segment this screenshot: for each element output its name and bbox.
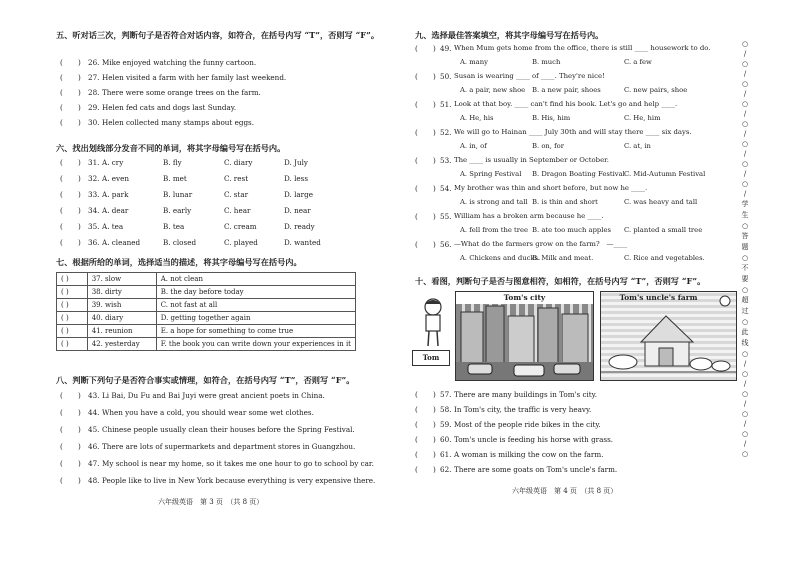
section-5-heading: 五、听对话三次，判断句子是否符合对话内容，如符合，在括号内写 “T”，否则写 “F”。 [56, 30, 380, 40]
binding-char: 学 [741, 200, 749, 208]
answer-paren-close: ) [78, 58, 81, 67]
table-cell-word: 37. slow [87, 273, 156, 286]
item-number: 58. [440, 405, 452, 414]
answer-paren-open: ( [60, 425, 63, 434]
answer-paren-open: ( [60, 206, 63, 215]
option: A. cleaned [102, 238, 141, 247]
item-text: My school is near my home, so it takes me one hour to go to school by car. [102, 459, 374, 468]
answer-paren-open: ( [60, 88, 63, 97]
option: D. ready [284, 222, 315, 231]
option: B. met [163, 174, 187, 183]
item-text: Mike enjoyed watching the funny cartoon. [102, 58, 257, 67]
item-number: 61. [440, 450, 452, 459]
item-text: Tom's uncle is feeding his horse with grass. [454, 435, 614, 444]
item-number: 50. [440, 72, 452, 81]
binding-slash-icon: / [743, 50, 747, 58]
item-number: 45. [88, 425, 100, 434]
question-text: Susan is wearing ____ of ____. They're nice! [454, 72, 605, 80]
item-number: 60. [440, 435, 452, 444]
binding-circle-icon: ○ [741, 350, 749, 358]
answer-paren-close: ) [433, 465, 436, 474]
answer-paren-open: ( [60, 391, 63, 400]
option: B. is thin and short [532, 198, 598, 206]
answer-paren-open: ( [60, 103, 63, 112]
item-number: 27. [88, 73, 100, 82]
answer-paren-close: ) [433, 184, 436, 193]
answer-paren-close: ) [78, 174, 81, 183]
option: B. ate too much apples [532, 226, 611, 234]
answer-paren-close: ) [433, 156, 436, 165]
answer-paren-close: ) [78, 391, 81, 400]
table-cell-paren: ( ) [57, 299, 88, 312]
binding-slash-icon: / [743, 440, 747, 448]
question-text: William has a broken arm because he ____. [454, 212, 604, 220]
city-scene-icon [456, 292, 593, 380]
answer-paren-open: ( [415, 465, 418, 474]
table-cell-paren: ( ) [57, 338, 88, 351]
option: B. fly [163, 158, 182, 167]
answer-paren-open: ( [60, 238, 63, 247]
item-number: 47. [88, 459, 100, 468]
option: B. much [532, 58, 561, 66]
item-number: 53. [440, 156, 452, 165]
table-cell-word: 40. diary [87, 312, 156, 325]
option: B. Milk and meat. [532, 254, 594, 262]
binding-circle-icon: ○ [741, 60, 749, 68]
option: B. closed [163, 238, 197, 247]
item-number: 34. [88, 206, 100, 215]
item-number: 44. [88, 408, 100, 417]
item-number: 46. [88, 442, 100, 451]
answer-paren-open: ( [415, 212, 418, 221]
option: C. He, him [624, 114, 661, 122]
table-cell-paren: ( ) [57, 312, 88, 325]
option: C. star [224, 190, 249, 199]
answer-paren-close: ) [78, 408, 81, 417]
binding-circle-icon: ○ [741, 390, 749, 398]
item-number: 52. [440, 128, 452, 137]
binding-char: 答 [741, 232, 749, 240]
answer-paren-close: ) [78, 206, 81, 215]
option: C. Rice and vegetables. [624, 254, 705, 262]
answer-paren-close: ) [78, 118, 81, 127]
option: A. Chickens and ducks. [460, 254, 541, 262]
item-number: 59. [440, 420, 452, 429]
answer-paren-close: ) [78, 476, 81, 485]
option: C. was heavy and tall [624, 198, 698, 206]
item-text: A woman is milking the cow on the farm. [454, 450, 604, 459]
answer-paren-close: ) [78, 190, 81, 199]
option: A. park [102, 190, 129, 199]
binding-char: 生 [741, 211, 749, 219]
section-6-heading: 六、找出划线部分发音不同的单词，将其字母编号写在括号内。 [56, 143, 286, 153]
matching-table [56, 272, 356, 351]
table-cell-word: 39. wish [87, 299, 156, 312]
item-number: 36. [88, 238, 100, 247]
binding-char: 过 [741, 307, 749, 315]
section-7-heading: 七、根据所给的单词，选择适当的描述，将其字母编号写在括号内。 [56, 257, 302, 267]
right-page [400, 0, 730, 561]
binding-circle-icon: ○ [741, 254, 749, 262]
option: C. new pairs, shoe [624, 86, 688, 94]
item-number: 33. [88, 190, 100, 199]
table-row [57, 312, 356, 325]
binding-slash-icon: / [743, 130, 747, 138]
answer-paren-open: ( [415, 390, 418, 399]
item-text: There are many buildings in Tom's city. [454, 390, 598, 399]
boy-icon [415, 296, 451, 356]
answer-paren-open: ( [60, 73, 63, 82]
table-cell-word: 42. yesterday [87, 338, 156, 351]
city-picture [455, 291, 594, 381]
binding-circle-icon: ○ [741, 160, 749, 168]
option: B. Dragon Boating Festival [532, 170, 625, 178]
item-number: 49. [440, 44, 452, 53]
table-cell-desc: C. not fast at all [156, 299, 355, 312]
farm-scene-icon [601, 292, 736, 380]
answer-paren-open: ( [415, 240, 418, 249]
answer-paren-close: ) [433, 212, 436, 221]
binding-circle-icon: ○ [741, 370, 749, 378]
item-number: 51. [440, 100, 452, 109]
tom-label: Tom [422, 353, 440, 362]
binding-slash-icon: / [743, 360, 747, 368]
binding-circle-icon: ○ [741, 286, 749, 294]
answer-paren-open: ( [60, 174, 63, 183]
option: D. near [284, 206, 311, 215]
table-row [57, 286, 356, 299]
question-text: The ____ is usually in September or October. [454, 156, 609, 164]
item-number: 35. [88, 222, 100, 231]
binding-slash-icon: / [743, 70, 747, 78]
item-number: 55. [440, 212, 452, 221]
binding-slash-icon: / [743, 110, 747, 118]
answer-paren-open: ( [415, 72, 418, 81]
item-number: 31. [88, 158, 100, 167]
binding-char: 此 [741, 328, 749, 336]
city-label-text: Tom's city [503, 293, 546, 302]
item-number: 57. [440, 390, 452, 399]
answer-paren-close: ) [433, 100, 436, 109]
answer-paren-close: ) [78, 425, 81, 434]
answer-paren-close: ) [433, 450, 436, 459]
answer-paren-close: ) [78, 238, 81, 247]
table-row [57, 299, 356, 312]
binding-margin [731, 40, 759, 520]
binding-slash-icon: / [743, 170, 747, 178]
option: C. diary [224, 158, 253, 167]
item-number: 29. [88, 103, 100, 112]
question-text: When Mum gets home from the office, there is still ____ housework to do. [454, 44, 711, 52]
answer-paren-close: ) [433, 420, 436, 429]
option: D. wanted [284, 238, 321, 247]
item-text: In Tom's city, the traffic is very heavy. [454, 405, 592, 414]
binding-slash-icon: / [743, 420, 747, 428]
answer-paren-open: ( [60, 222, 63, 231]
binding-slash-icon: / [743, 90, 747, 98]
farm-picture [600, 291, 737, 381]
binding-circle-icon: ○ [741, 120, 749, 128]
option: C. planted a small tree [624, 226, 703, 234]
question-text: Look at that boy. ____ can't find his book. Let's go and help ____. [454, 100, 678, 108]
item-number: 62. [440, 465, 452, 474]
answer-paren-close: ) [78, 103, 81, 112]
table-cell-desc: D. getting together again [156, 312, 355, 325]
answer-paren-close: ) [78, 158, 81, 167]
question-text: My brother was thin and short before, but now he ____. [454, 184, 648, 192]
right-footer: 六年级英语 第 4 页 （共 8 页） [512, 487, 618, 495]
answer-paren-close: ) [433, 405, 436, 414]
option: A. is strong and tall [460, 198, 528, 206]
option: C. played [224, 238, 258, 247]
option: A. dear [102, 206, 129, 215]
table-row [57, 338, 356, 351]
item-number: 56. [440, 240, 452, 249]
answer-paren-close: ) [433, 72, 436, 81]
table-cell-word: 41. reunion [87, 325, 156, 338]
item-number: 48. [88, 476, 100, 485]
section-8-heading: 八、判断下列句子是否符合事实或情理，如符合，在括号内写 “T”，否则写 “F”。 [56, 375, 355, 385]
item-text: Helen visited a farm with her family last weekend. [102, 73, 287, 82]
option: B. His, him [532, 114, 571, 122]
option: B. tea [163, 222, 185, 231]
item-text: There were some orange trees on the farm. [102, 88, 261, 97]
option: D. large [284, 190, 313, 199]
option: B. a new pair, shoes [532, 86, 601, 94]
item-number: 54. [440, 184, 452, 193]
binding-char: 题 [741, 243, 749, 251]
binding-circle-icon: ○ [741, 100, 749, 108]
table-cell-desc: B. the day before today [156, 286, 355, 299]
answer-paren-open: ( [60, 476, 63, 485]
tom-figure [415, 296, 451, 356]
table-cell-paren: ( ) [57, 273, 88, 286]
binding-slash-icon: / [743, 400, 747, 408]
answer-paren-open: ( [415, 128, 418, 137]
answer-paren-open: ( [415, 44, 418, 53]
binding-slash-icon: / [743, 190, 747, 198]
table-row [57, 273, 356, 286]
binding-slash-icon: / [743, 150, 747, 158]
option: C. at, in [624, 142, 651, 150]
answer-paren-close: ) [78, 88, 81, 97]
option: C. Mid-Autumn Festival [624, 170, 706, 178]
option: A. even [102, 174, 129, 183]
section-10-heading: 十、看图，判断句子是否与图意相符，如相符，在括号内写 “T”，否则写 “F”。 [415, 276, 706, 286]
binding-circle-icon: ○ [741, 430, 749, 438]
binding-circle-icon: ○ [741, 318, 749, 326]
answer-paren-open: ( [415, 435, 418, 444]
answer-paren-open: ( [415, 405, 418, 414]
answer-paren-open: ( [60, 442, 63, 451]
left-page [0, 0, 395, 561]
option: D. July [284, 158, 308, 167]
option: C. rest [224, 174, 249, 183]
binding-circle-icon: ○ [741, 410, 749, 418]
item-text: Chinese people usually clean their houses before the Spring Festival. [102, 425, 355, 434]
option: A. fell from the tree [460, 226, 529, 234]
answer-paren-open: ( [60, 118, 63, 127]
option: D. less [284, 174, 309, 183]
answer-paren-close: ) [78, 442, 81, 451]
option: A. Spring Festival [460, 170, 522, 178]
answer-paren-open: ( [60, 190, 63, 199]
item-number: 28. [88, 88, 100, 97]
binding-circle-icon: ○ [741, 40, 749, 48]
table-cell-desc: A. not clean [156, 273, 355, 286]
answer-paren-close: ) [78, 73, 81, 82]
answer-paren-open: ( [60, 408, 63, 417]
section-9-heading: 九、选择最佳答案填空，将其字母编号写在括号内。 [415, 30, 604, 40]
option: B. lunar [163, 190, 193, 199]
item-number: 32. [88, 174, 100, 183]
answer-paren-close: ) [433, 240, 436, 249]
option: A. tea [102, 222, 124, 231]
item-text: Helen fed cats and dogs last Sunday. [102, 103, 237, 112]
binding-circle-icon: ○ [741, 80, 749, 88]
answer-paren-close: ) [433, 44, 436, 53]
answer-paren-close: ) [78, 222, 81, 231]
answer-paren-open: ( [60, 58, 63, 67]
option: B. early [163, 206, 192, 215]
option: B. on, for [532, 142, 564, 150]
binding-char: 超 [741, 296, 749, 304]
answer-paren-open: ( [415, 450, 418, 459]
item-text: There are some goats on Tom's uncle's farm. [454, 465, 618, 474]
answer-paren-open: ( [60, 459, 63, 468]
binding-char: 线 [741, 339, 749, 347]
question-text: We will go to Hainan ____ July 30th and will stay there ____ six days. [454, 128, 692, 136]
answer-paren-open: ( [415, 420, 418, 429]
answer-paren-close: ) [433, 390, 436, 399]
option: A. many [460, 58, 488, 66]
binding-circle-icon: ○ [741, 222, 749, 230]
binding-slash-icon: / [743, 380, 747, 388]
left-footer: 六年级英语 第 3 页 （共 8 页） [158, 498, 264, 506]
table-cell-paren: ( ) [57, 286, 88, 299]
binding-circle-icon: ○ [741, 450, 749, 458]
answer-paren-close: ) [433, 435, 436, 444]
binding-char: 要 [741, 275, 749, 283]
answer-paren-open: ( [415, 184, 418, 193]
item-text: Li Bai, Du Fu and Bai Juyi were great ancient poets in China. [102, 391, 325, 400]
item-text: Most of the people ride bikes in the city. [454, 420, 601, 429]
item-number: 43. [88, 391, 100, 400]
table-cell-word: 38. dirty [87, 286, 156, 299]
farm-label-text: Tom's uncle's farm [619, 293, 698, 302]
answer-paren-close: ) [433, 128, 436, 137]
item-text: There are lots of supermarkets and department stores in Guangzhou. [102, 442, 356, 451]
option: A. in, of [460, 142, 487, 150]
item-text: Helen collected many stamps about eggs. [102, 118, 255, 127]
tom-label-box [412, 350, 450, 366]
answer-paren-close: ) [78, 459, 81, 468]
item-number: 30. [88, 118, 100, 127]
table-row [57, 325, 356, 338]
answer-paren-open: ( [415, 100, 418, 109]
binding-char: 不 [741, 264, 749, 272]
question-text: —What do the farmers grow on the farm? —____ [454, 240, 628, 248]
option: A. He, his [460, 114, 494, 122]
option: C. cream [224, 222, 257, 231]
table-cell-desc: E. a hope for something to come true [156, 325, 355, 338]
option: A. a pair, new shoe [460, 86, 526, 94]
item-text: People like to live in New York because everything is very expensive there. [102, 476, 376, 485]
option: C. hear [224, 206, 251, 215]
binding-circle-icon: ○ [741, 180, 749, 188]
table-cell-desc: F. the book you can write down your experiences in it [156, 338, 355, 351]
item-text: When you have a cold, you should wear some wet clothes. [102, 408, 314, 417]
answer-paren-open: ( [415, 156, 418, 165]
option: C. a few [624, 58, 652, 66]
answer-paren-open: ( [60, 158, 63, 167]
item-number: 26. [88, 58, 100, 67]
option: A. cry [102, 158, 124, 167]
table-cell-paren: ( ) [57, 325, 88, 338]
binding-circle-icon: ○ [741, 140, 749, 148]
